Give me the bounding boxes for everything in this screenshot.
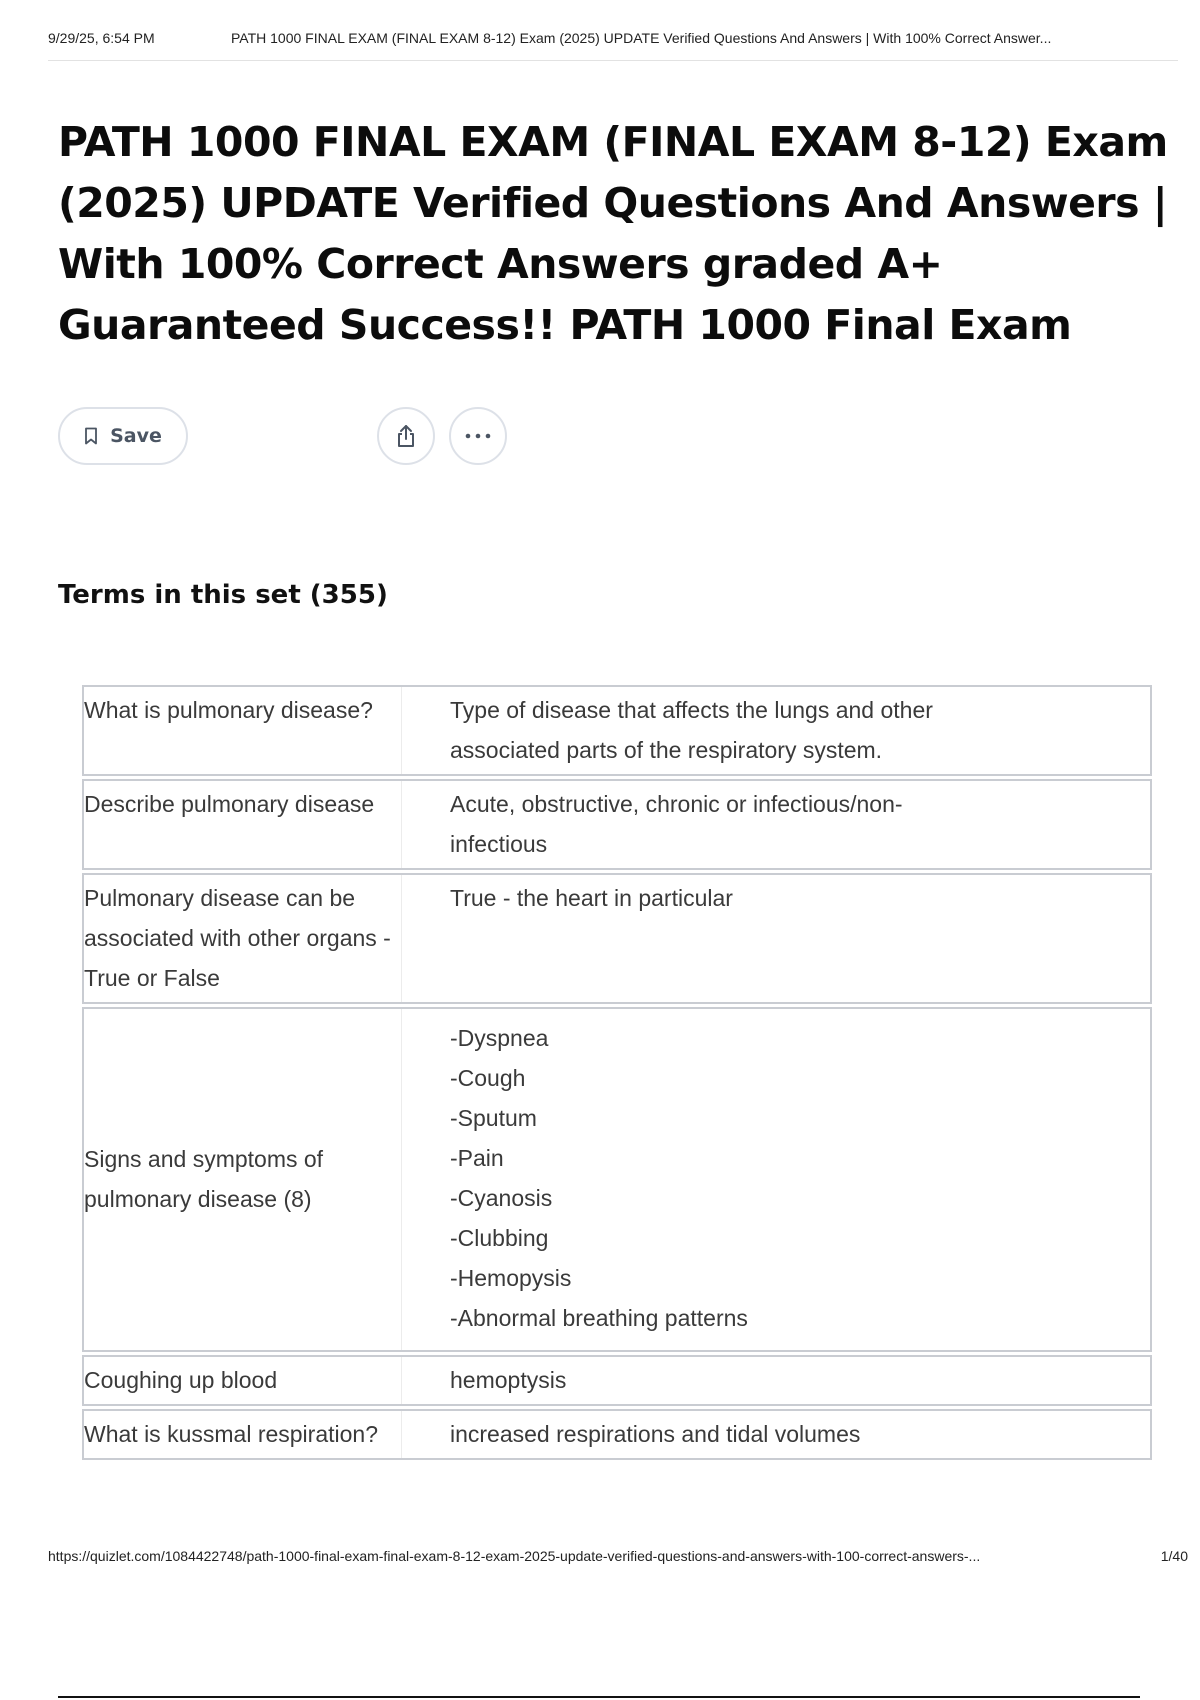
term-text: Pulmonary disease can be associated with other organs - True or False (84, 875, 402, 1002)
term-text: Describe pulmonary disease (84, 781, 402, 868)
definition-text (402, 1009, 1150, 1350)
term-row (82, 873, 1152, 1004)
definition-text (402, 875, 1150, 1002)
definition-line: -Clubbing (450, 1225, 549, 1251)
term-row (82, 1409, 1152, 1460)
definition-line: -Abnormal breathing patterns (450, 1305, 748, 1331)
terms-table (82, 685, 1152, 1463)
print-doc-title: PATH 1000 FINAL EXAM (FINAL EXAM 8-12) Exam (2025) UPDATE Verified Questions And Answers | With 100% Correct Answer... (231, 30, 1052, 46)
definition-line: infectious (450, 831, 548, 857)
more-options-button[interactable] (449, 407, 507, 465)
print-url: https://quizlet.com/1084422748/path-1000-final-exam-final-exam-8-12-exam-2025-update-verified-questions-and-answers-with-100-correct-answers-... (48, 1548, 981, 1564)
definition-text (402, 781, 1150, 868)
more-horizontal-icon (465, 433, 491, 439)
term-row (82, 779, 1152, 870)
term-row (82, 1355, 1152, 1406)
print-datetime: 9/29/25, 6:54 PM (48, 30, 155, 46)
definition-line: associated parts of the respiratory system. (450, 737, 883, 763)
definition-line: -Hemopysis (450, 1265, 572, 1291)
save-button[interactable] (58, 407, 188, 465)
term-text: Signs and symptoms of pulmonary disease (8) (84, 1009, 402, 1350)
page-divider (58, 1696, 1140, 1698)
definition-line: -Pain (450, 1145, 504, 1171)
definition-text (402, 1357, 1150, 1404)
share-icon (394, 423, 418, 449)
print-footer (48, 1548, 1188, 1568)
page-title: PATH 1000 FINAL EXAM (FINAL EXAM 8-12) Exam (2025) UPDATE Verified Questions And Answers | With 100% Correct Answers graded A+ Guaranteed Success!! PATH 1000 Final Exam (58, 118, 1168, 349)
definition-line: hemoptysis (450, 1367, 567, 1393)
term-text: Coughing up blood (84, 1357, 402, 1404)
definition-line: True - the heart in particular (450, 885, 733, 911)
definition-line: -Cough (450, 1065, 526, 1091)
term-row (82, 1007, 1152, 1352)
print-header (48, 30, 1178, 61)
definition-line: -Cyanosis (450, 1185, 553, 1211)
term-text: What is kussmal respiration? (84, 1411, 402, 1458)
page-number: 1/40 (1160, 1548, 1188, 1564)
share-button[interactable] (377, 407, 435, 465)
term-row (82, 685, 1152, 776)
definition-text (402, 687, 1150, 774)
save-button-label: Save (110, 425, 162, 447)
definition-line: -Sputum (450, 1105, 537, 1131)
definition-line: increased respirations and tidal volumes (450, 1421, 861, 1447)
definition-line: Acute, obstructive, chronic or infectious/non- (450, 791, 903, 817)
definition-line: -Dyspnea (450, 1025, 549, 1051)
definition-text (402, 1411, 1150, 1458)
terms-heading: Terms in this set (355) (58, 580, 388, 610)
definition-line: Type of disease that affects the lungs and other (450, 697, 933, 723)
bookmark-icon (84, 427, 98, 445)
term-text: What is pulmonary disease? (84, 687, 402, 774)
